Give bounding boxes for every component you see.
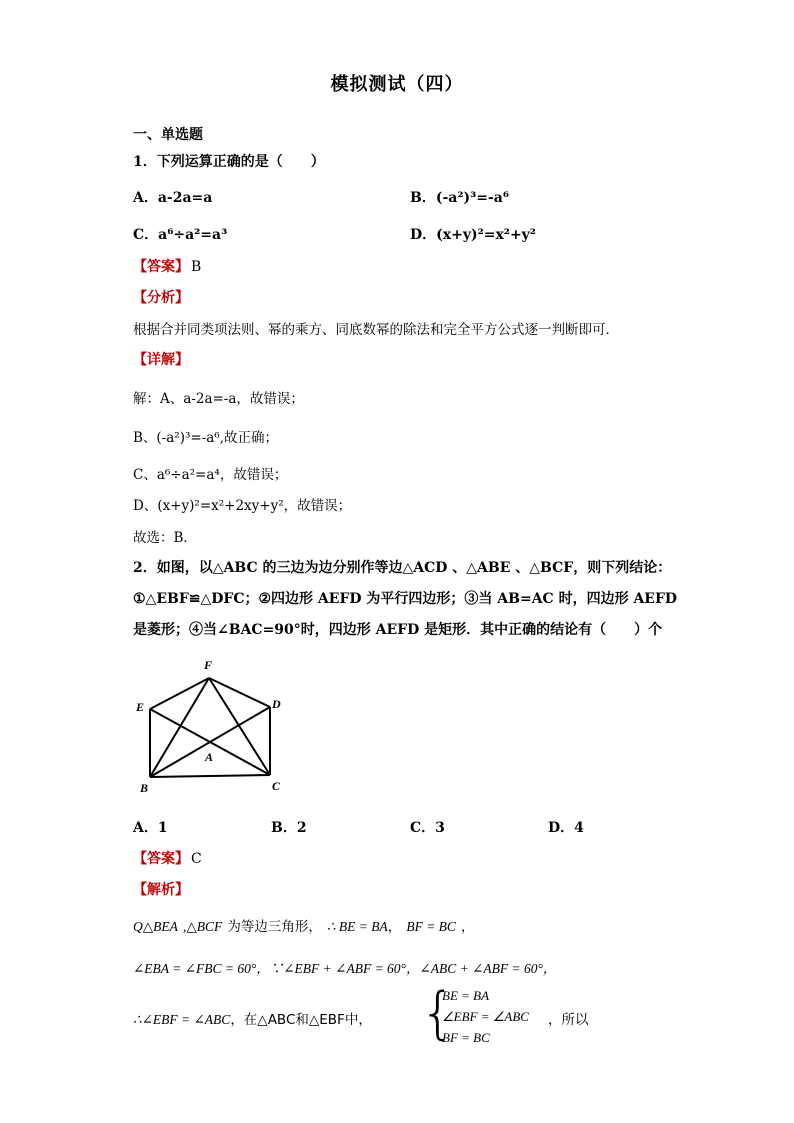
label-D: D [272,697,281,711]
q1-option-c: C．a⁶÷a²=a³ [133,227,228,243]
q2-stem-line: 2．如图，以△ABC 的三边为边分别作等边△ACD 、△ABE 、△BCF，则下列结论： [133,560,672,576]
answer-label: 答案 [147,259,175,275]
q1-detail-line: 故选：B． [133,530,197,546]
label-B: B [140,781,149,795]
solution-text: ，所以 [548,1012,589,1028]
q1-answer: 【答案】 B [133,259,202,275]
answer-value: C [191,851,202,867]
q2-option-a: A．1 [133,820,168,836]
q1-detail-line: 解：A、a-2a=-a，故错误； [133,391,304,407]
q1-stem: 1．下列运算正确的是（ ） [133,154,325,170]
q1-detail-line: C、a⁶÷a²=a⁴，故错误； [133,467,288,483]
system-brace: { [420,981,456,1046]
detail-label: 详解 [147,352,175,368]
analysis-label: 解析 [147,882,175,898]
math-expr: Q△BEA [133,919,178,934]
math-expr: ,△BCF [182,919,223,934]
analysis-label: 分析 [147,290,175,306]
q2-option-b: B．2 [271,820,307,836]
label-F: F [204,658,213,672]
q1-analysis-text: 根据合并同类项法则、幂的乘方、同底数幂的除法和完全平方公式逐一判断即可． [133,322,619,338]
answer-label: 答案 [147,851,175,867]
q2-answer: 【答案】 C [133,851,202,867]
label-A: A [205,750,214,764]
q2-analysis-heading: 【解析】 [133,882,189,898]
q1-option-a: A．a-2a=a [133,190,213,206]
system-line: BF = BC [442,1030,490,1045]
q2-stem-line: 是菱形；④当∠BAC=90°时，四边形 AEFD 是矩形．其中正确的结论有（ ）个 [133,622,663,638]
math-expr: ∴ BE = BA [326,919,388,934]
solution-text: 为等边三角形， [227,919,322,935]
q1-detail-heading: 【详解】 [133,352,189,368]
q2-solution-line-1 [133,915,475,935]
solution-text: ， [461,919,475,935]
q2-option-c: C．3 [410,820,445,836]
q1-option-b: B．(-a²)³=-a⁶ [410,190,509,206]
label-C: C [272,779,281,793]
q2-stem-line: ①△EBF≌△DFC；②四边形 AEFD 为平行四边形；③当 AB=AC 时，四边形 AEFD [133,591,678,607]
page-title: 模拟测试（四） [330,74,464,95]
solution-text: ，在△ABC和△EBF中， [230,1012,372,1028]
label-E: E [136,700,145,714]
system-line: ∠EBF = ∠ABC [442,1009,529,1024]
q2-option-d: D．4 [548,820,584,836]
q2-solution-line-2: ∠EBA = ∠FBC = 60°，∵∠EBF + ∠ABF = 60°，∠ABC + ∠ABF = 60°， [133,961,557,976]
edge-DB [150,707,270,777]
math-expr: BF = BC [406,919,456,934]
q2-solution-line-3 [133,1008,372,1028]
q1-analysis-heading: 【分析】 [133,290,189,306]
answer-value: B [191,259,202,275]
math-expr: ∴∠EBF = ∠ABC [133,1012,231,1027]
section-heading: 一、单选题 [133,127,203,143]
system-line: BE = BA [442,988,490,1003]
solution-text: ， [387,919,402,935]
q1-detail-line: D、(x+y)²=x²+2xy+y²，故错误； [133,498,352,514]
edge-BC [150,775,270,777]
q1-option-d: D．(x+y)²=x²+y² [410,227,536,243]
geometry-figure [130,655,290,800]
q1-detail-line: B、(-a²)³=-a⁶,故正确； [133,430,279,446]
